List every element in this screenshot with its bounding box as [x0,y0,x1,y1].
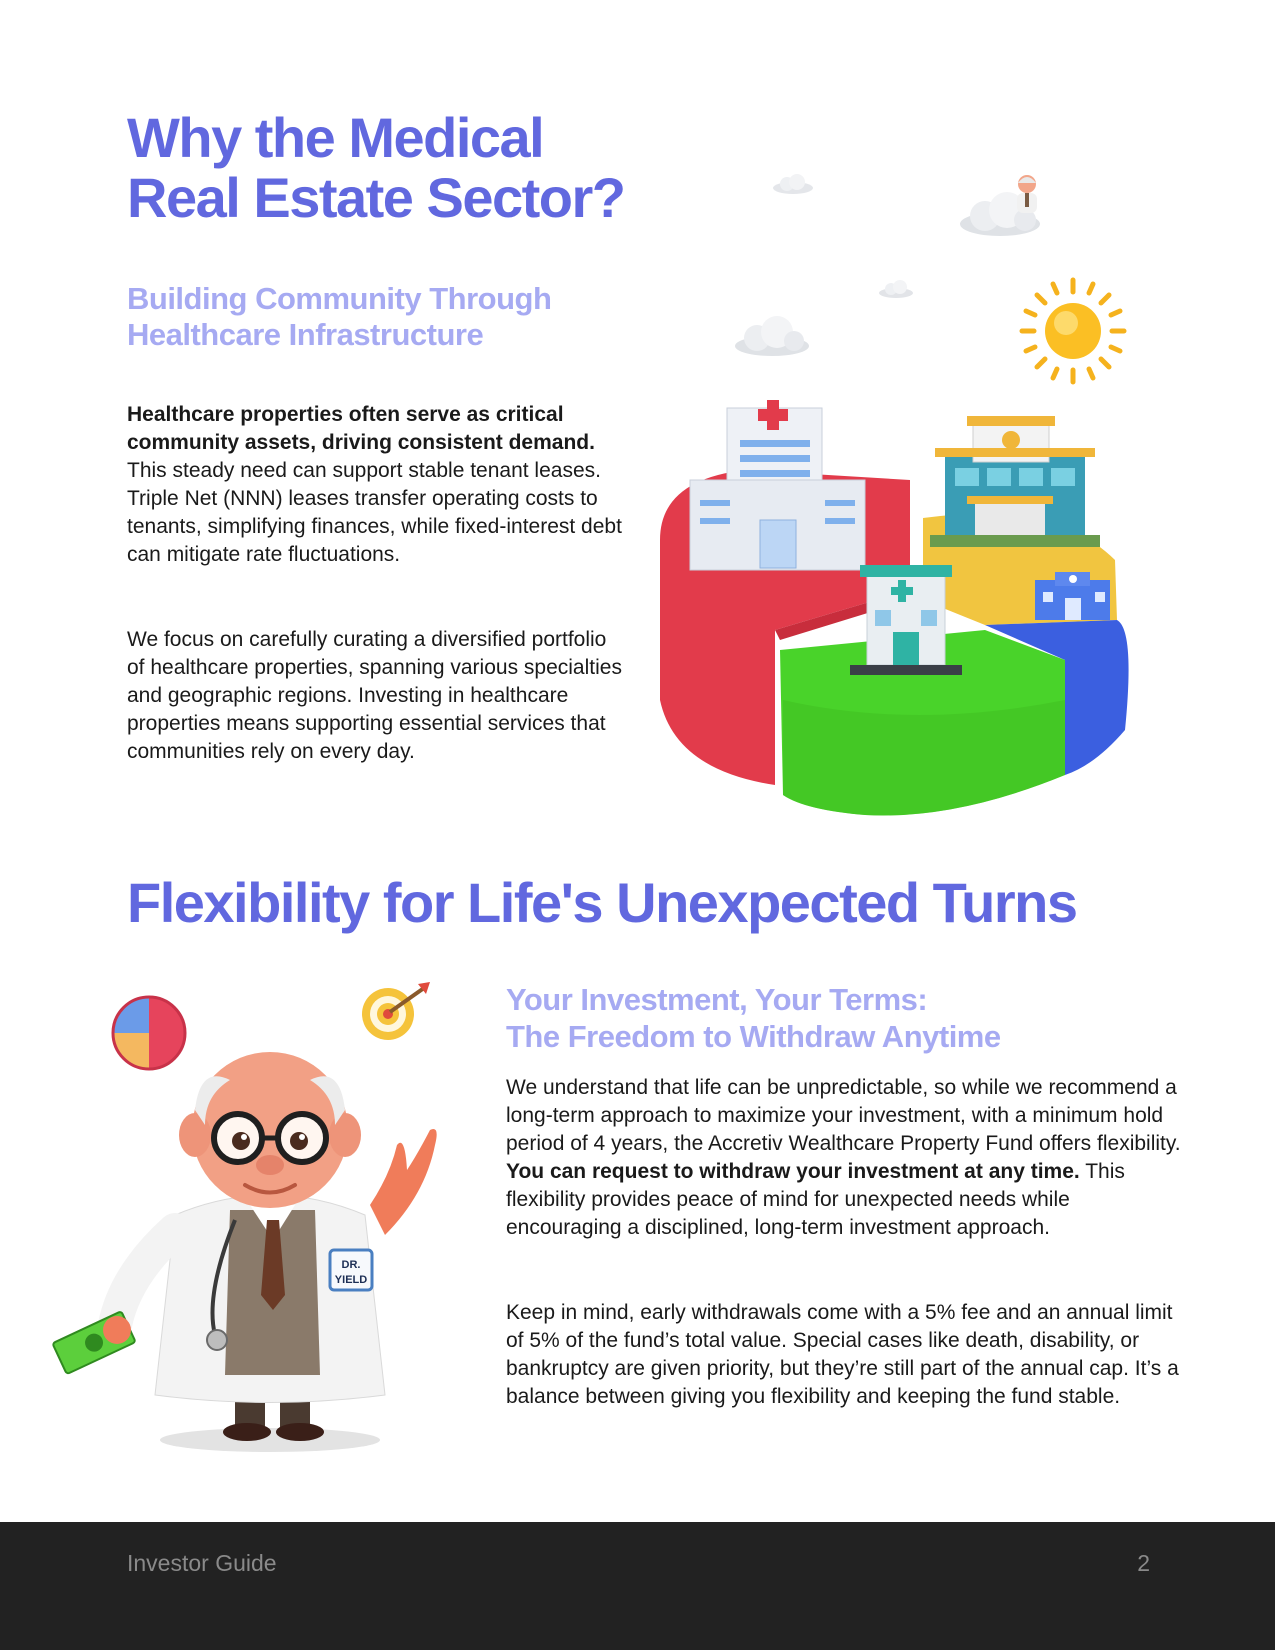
section2-paragraph-1-start: We understand that life can be unpredictable, so while we recommend a long-term approach to maximize your investment, with a minimum hold period of 4 years, the Accretiv Wealthcare Property Fund offers flexibility. [506,1076,1181,1155]
page-number: 2 [1137,1550,1150,1576]
badge-line2: YIELD [334,1274,368,1286]
doctor-mini-icon [1010,172,1044,216]
section2-subtitle-line2: The Freedom to Withdraw Anytime [506,1019,1001,1054]
hospital-building-icon [690,400,865,570]
section1-subtitle-line1: Building Community Through [127,281,552,316]
section1-paragraph-1-bold: Healthcare properties often serve as critical community assets, driving consistent demand. [127,403,595,454]
page-footer [0,1522,1275,1650]
cloud-icon [731,314,813,358]
section1-subtitle-line2: Healthcare Infrastructure [127,317,484,352]
cloud-icon [770,172,816,196]
cloud-icon [876,278,916,300]
healthcare-pie-illustration [655,400,1175,820]
section1-subtitle [127,281,647,353]
section1-paragraph-1 [127,401,622,569]
section2-paragraph-1-end: This flexibility provides peace of mind for unexpected needs while encouraging a disciplined, long-term investment approach. [506,1160,1125,1239]
section1-paragraph-1-rest: This steady need can support stable tenant leases. Triple Net (NNN) leases transfer operating costs to tenants, simplifying finances, while fixed-interest debt can mitigate rate fluctuations. [127,459,622,566]
section2-title: Flexibility for Life's Unexpected Turns [127,871,1077,934]
section2-subtitle [506,981,1186,1055]
section2-paragraph-1-bold: You can request to withdraw your investment at any time. [506,1160,1080,1183]
section2-subtitle-line1: Your Investment, Your Terms: [506,982,928,1017]
section1-paragraph-2: We focus on carefully curating a diversified portfolio of healthcare properties, spanning various specialties and geographic regions. Investing in healthcare properties means supporting essential services that communities rely on every day. [127,628,622,763]
badge-line1: DR. [341,1259,361,1271]
section1-title [127,108,747,228]
section1-title-line2: Real Estate Sector? [127,166,625,229]
section1-title-line1: Why the Medical [127,106,544,169]
section2-paragraph-2: Keep in mind, early withdrawals come with a 5% fee and an annual limit of 5% of the fund’s total value. Special cases like death, disability, or bankruptcy are given priority, but they’re still part of the annual cap. It’s a balance between giving you flexibility and keeping the fund stable. [506,1301,1179,1408]
footer-label: Investor Guide [127,1550,277,1576]
target-icon [360,980,432,1042]
section2-paragraph-1 [506,1074,1186,1242]
green-hospital-building-icon [850,565,962,675]
sun-icon [1020,278,1126,384]
dr-yield-character-illustration [55,1035,475,1455]
clinic-building-icon [930,416,1100,547]
